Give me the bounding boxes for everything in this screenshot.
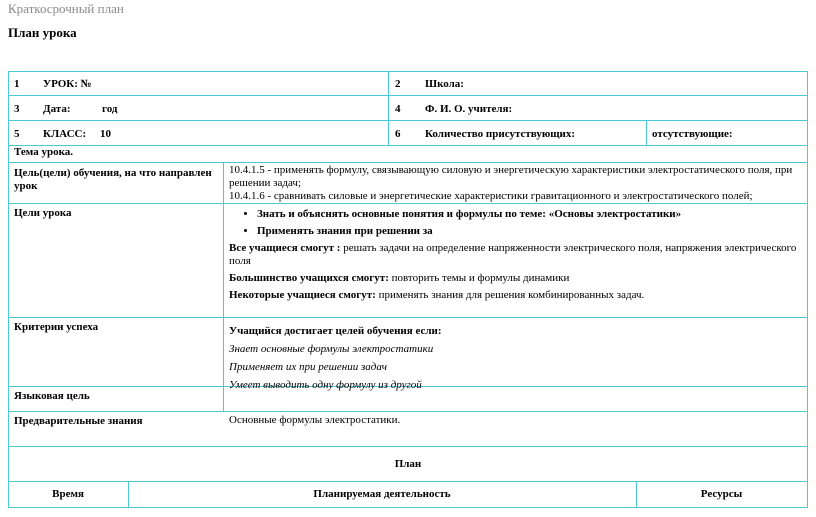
criteria-item: Применяет их при решении задач — [229, 361, 387, 373]
grid-line — [8, 446, 808, 447]
lesson-number-label: УРОК: № — [43, 78, 92, 90]
criteria-item: Знает основные формулы электростатики — [229, 343, 434, 355]
row-number: 4 — [395, 103, 401, 115]
most-students-label: Большинство учащихся смогут: — [229, 272, 389, 284]
lesson-goals-content — [229, 208, 804, 302]
most-students-text: повторить темы и формулы динамики — [391, 272, 570, 284]
objective-line: 10.4.1.6 - сравнивать силовые и энергетические характеристики гравитационного и электростатического полей; — [229, 190, 753, 202]
grid-line — [8, 145, 808, 146]
learning-objectives-text — [229, 164, 804, 203]
date-label: Дата: — [43, 103, 71, 115]
all-students-line — [229, 242, 804, 268]
all-students-text: решать задачи на определение напряженности электрического поля, напряжения электрического поля — [229, 242, 797, 267]
grid-line — [8, 203, 808, 204]
language-goal-label: Языковая цель — [14, 390, 90, 402]
all-students-label: Все учащиеся смогут : — [229, 242, 341, 254]
goal-bullet: • Знать и объяснять основные понятия и формулы по теме: «Основы электростатики» — [257, 208, 804, 221]
absent-count-label: отсутствующие: — [652, 128, 733, 140]
page-title: План урока — [8, 25, 77, 40]
row-number: 1 — [14, 78, 20, 90]
some-students-text: применять знания для решения комбинированных задач. — [378, 289, 645, 301]
grid-line — [8, 162, 808, 163]
row-number: 3 — [14, 103, 20, 115]
grid-line — [388, 71, 389, 146]
most-students-line — [229, 272, 804, 285]
class-label: КЛАСС: — [43, 128, 87, 140]
goals-bullet-list — [229, 208, 804, 238]
criteria-heading: Учащийся достигает целей обучения если: — [229, 325, 442, 337]
some-students-label: Некоторые учащиеся смогут: — [229, 289, 376, 301]
table-border-top — [8, 71, 808, 72]
column-header-time: Время — [52, 488, 84, 500]
lesson-goals-label: Цели урока — [14, 207, 72, 219]
grid-line — [8, 120, 808, 121]
grid-line — [223, 162, 224, 412]
table-border-left — [8, 71, 9, 508]
success-criteria-label: Критерии успеха — [14, 321, 99, 333]
present-count-label: Количество присутствующих: — [425, 128, 576, 140]
plan-heading: План — [394, 458, 422, 470]
some-students-line — [229, 289, 804, 302]
doc-type-header: Краткосрочный план — [8, 1, 124, 16]
school-label: Школа: — [425, 78, 464, 90]
column-header-resources: Ресурсы — [700, 488, 743, 500]
grid-line — [646, 120, 647, 146]
criteria-item: Умеет выводить одну формулу из другой — [229, 379, 422, 391]
row-number: 2 — [395, 78, 401, 90]
row-number: 6 — [395, 128, 401, 140]
prior-knowledge-text: Основные формулы электростатики. — [229, 414, 401, 426]
column-header-activity: Планируемая деятельность — [313, 488, 451, 500]
success-criteria-content — [229, 322, 804, 394]
learning-objectives-label: Цель(цели) обучения, на что направлен урок — [14, 167, 212, 192]
grid-line — [8, 411, 808, 412]
prior-knowledge-label: Предварительные знания — [14, 415, 143, 427]
goal-bullet: • Применять знания при решении за — [257, 225, 804, 238]
grid-line — [8, 95, 808, 96]
grid-line — [8, 317, 808, 318]
lesson-topic-label: Тема урока. — [14, 146, 74, 158]
year-label: год — [102, 103, 118, 115]
class-value: 10 — [100, 128, 111, 140]
row-number: 5 — [14, 128, 20, 140]
table-border-right — [807, 71, 808, 508]
objective-line: 10.4.1.5 - применять формулу, связывающую силовую и энергетическую характеристики электростатического поля, при решении задач; — [229, 164, 793, 189]
teacher-name-label: Ф. И. О. учителя: — [425, 103, 513, 115]
